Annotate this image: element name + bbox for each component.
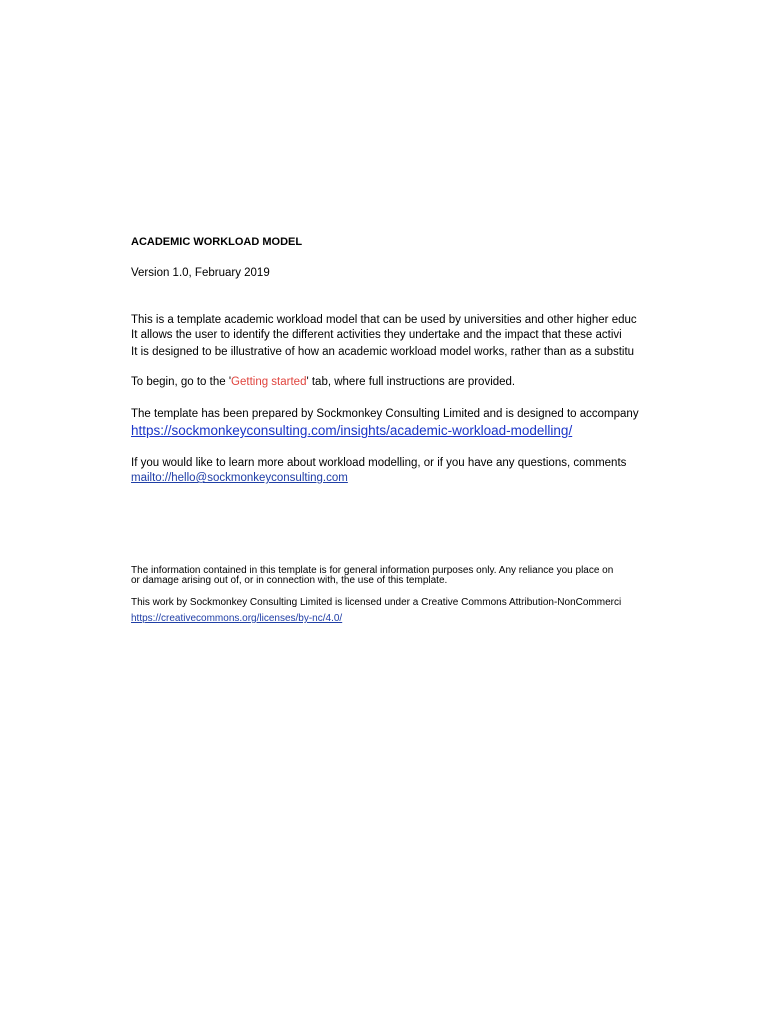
learn-more-text: If you would like to learn more about workload modelling, or if you have any questions, comments [131,457,627,469]
version-text: Version 1.0, February 2019 [131,267,270,279]
intro-line-1: This is a template academic workload model that can be used by universities and other higher educ [131,314,637,326]
email-link[interactable]: mailto://hello@sockmonkeyconsulting.com [131,472,348,484]
intro-line-2: It allows the user to identify the different activities they undertake and the impact that these activi [131,329,622,341]
email-link-row [131,471,348,486]
document-title: ACADEMIC WORKLOAD MODEL [131,236,303,248]
begin-instruction [131,375,515,390]
disclaimer-line-2: or damage arising out of, or in connection with, the use of this template. [131,575,448,586]
article-link-row [131,422,572,439]
license-link-row [131,613,342,624]
license-text: This work by Sockmonkey Consulting Limited is licensed under a Creative Commons Attribution-NonCommerci [131,597,622,608]
disclaimer-line-1: The information contained in this template is for general information purposes only. Any reliance you place on [131,565,614,576]
begin-suffix: ' tab, where full instructions are provided. [306,376,516,388]
article-link[interactable]: https://sockmonkeyconsulting.com/insights/academic-workload-modelling/ [131,423,573,438]
document-page [131,0,649,1024]
license-link[interactable]: https://creativecommons.org/licenses/by-nc/4.0/ [131,613,343,624]
getting-started-tab-reference: Getting started [231,376,307,388]
begin-prefix: To begin, go to the ' [131,376,232,388]
intro-line-3: It is designed to be illustrative of how an academic workload model works, rather than as a substitu [131,346,635,358]
prepared-by-text: The template has been prepared by Sockmonkey Consulting Limited and is designed to accompany [131,408,639,420]
